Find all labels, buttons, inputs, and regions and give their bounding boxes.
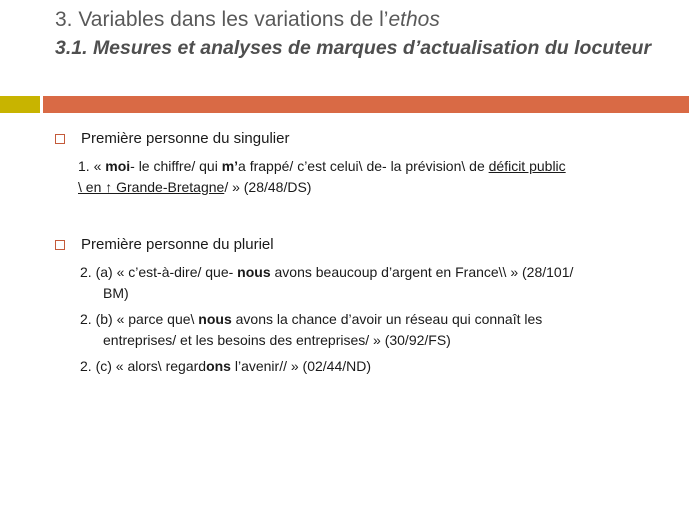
example-2b: 2. (b) « parce que\ nous avons la chance d’avoir un réseau qui connaît les entreprises/ et les besoins des entreprises/ » (30/92/FS) [80, 311, 543, 348]
slide-title-main: 3. Variables dans les variations de l’ethos [55, 8, 440, 31]
example-1: 1. « moi- le chiffre/ qui m’a frappé/ c’est celui\ de- la prévision\ de déficit public \ en ↑ Grande-Bretagne/ » (28/48/DS) [78, 158, 566, 195]
bullet-pluriel [55, 236, 274, 253]
accent-bar-right [43, 96, 689, 113]
accent-bar-left [0, 96, 40, 113]
example-2a: 2. (a) « c’est-à-dire/ que- nous avons beaucoup d’argent en France\\ » (28/101/ BM) [80, 264, 574, 301]
square-bullet-icon [55, 240, 65, 250]
section-heading: Première personne du singulier [81, 130, 290, 147]
slide-title [55, 6, 675, 61]
bullet-singulier [55, 130, 289, 147]
example-2c: 2. (c) « alors\ regardons l’avenir// » (02/44/ND) [80, 358, 372, 374]
slide-subtitle: 3.1. Mesures et analyses de marques d’actualisation du locuteur [55, 37, 652, 59]
section-heading: Première personne du pluriel [81, 236, 274, 253]
square-bullet-icon [55, 134, 65, 144]
